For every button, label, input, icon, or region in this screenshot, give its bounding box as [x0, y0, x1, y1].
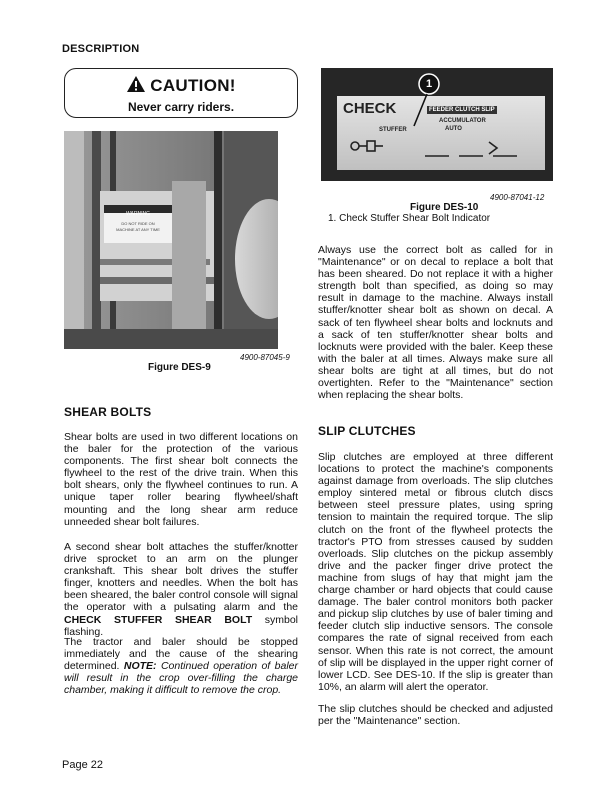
caution-title [65, 75, 297, 98]
shear-bolts-paragraph-2 [64, 541, 298, 638]
display-auto: AUTO [445, 126, 462, 132]
caution-title-text: CAUTION! [150, 76, 236, 95]
page-number: Page 22 [62, 759, 103, 771]
shear-bolts-heading: SHEAR BOLTS [64, 405, 152, 419]
shear-bolts-paragraph-1: Shear bolts are used in two different locations on the baler for the protection of the various components. The first shear bolt connects the flywheel to the rest of the drive train. When this bolt shears, only the flywheel continues to run. A unique taper roller bearing flywheel/shaft mounting and the long shear arm reduce unneeded shear bolt failures. [64, 431, 298, 528]
display-stuffer: STUFFER [379, 127, 407, 133]
figure-10-item: 1. Check Stuffer Shear Bolt Indicator [328, 213, 491, 224]
paragraph-2-text: A second shear bolt attaches the stuffer/knotter drive sprocket to an arm on the plunger crankshaft. This shear bolt drives the stuffer finger, knotters and needles. When the bolt has been sheared, the baler control console will signal the operator with a pulsating alarm and the [64, 541, 298, 614]
paragraph-3-text: The tractor and baler should be stopped immediately and the cause of the shearing determined. [64, 636, 298, 673]
warning-triangle-icon [126, 75, 146, 98]
shear-bolt-replacement-paragraph: Always use the correct bolt as called for in "Maintenance" or on decal to replace a bolt that has been sheared. Do not replace it with a higher strength bolt than specified, as doing so may result in damage to the machine. Always install stuffer/knotter shear bolt as shown on decal. A sack of ten flywheel shear bolts and locknuts and a sack of ten stuffer/knotter shear bolts and locknuts were provided with the baler. Keep these with the baler at all times. Always make sure all shear bolts are tight at all times, but do not overtighten. Refer to the "Maintenance" section when replacing the shear bolts. [318, 244, 553, 402]
caution-box [64, 68, 298, 118]
figure-10-caption: Figure DES-10 [410, 202, 479, 213]
figure-10-photo [321, 68, 553, 181]
display-feeder-clutch-slip: FEEDER CLUTCH SLIP [429, 107, 495, 113]
note-label: NOTE: [123, 660, 157, 673]
slip-clutches-paragraph-1: Slip clutches are employed at three different locations to protect the machine's components against damage from overloads. The slip clutches employ sintered metal or fibrous clutch discs between steel pressure plates, using spring tension to maintain the required torque. The slip clutch on the front of the flywheel protects the tractor's PTO from stresses caused by sudden overloads. Slip clutches on the pickup assembly drive and the packer finger drive protect the machine from slugs of hay that might jam the charge chamber or hard objects that could cause damage. The baler control monitors both packer and pickup slip clutches by use of baler timing and feeder clutch slip inductive sensors. The console compares the rate of signal received from each sensor. When this rate is not correct, the amount of slip will be displayed in the upper right corner of lower LCD. See DES-10. If the slip is greater than 10%, an alarm will alert the operator. [318, 451, 553, 693]
decal-text [104, 221, 172, 233]
figure-9-photo [64, 131, 278, 349]
decal-heading: WARNING [126, 211, 150, 217]
note-text: Continued operation of baler will result in the crop over-filling the charge chamber, making it difficult to remove the crop. [64, 660, 298, 697]
display-check: CHECK [343, 100, 397, 117]
decal-line-2: MACHINE AT ANY TIME [116, 227, 160, 232]
figure-10-part-number: 4900-87041-12 [490, 193, 545, 202]
figure-9-part-number: 4900-87045-9 [240, 353, 290, 362]
slip-clutches-heading: SLIP CLUTCHES [318, 424, 416, 438]
figure-9-caption: Figure DES-9 [148, 362, 211, 373]
display-accumulator: ACCUMULATOR [439, 118, 486, 124]
shear-bolts-paragraph-3 [64, 636, 298, 696]
check-stuffer-shear-bolt-label: CHECK STUFFER SHEAR BOLT [64, 613, 253, 626]
decal-line-1: DO NOT RIDE ON [121, 221, 155, 226]
callout-number: 1 [425, 78, 433, 90]
slip-clutches-paragraph-2: The slip clutches should be checked and adjusted per the "Maintenance" section. [318, 703, 553, 728]
caution-subtitle: Never carry riders. [127, 100, 235, 114]
paragraph-2-end: symbol flashing. [64, 613, 298, 638]
section-label: DESCRIPTION [62, 43, 140, 55]
